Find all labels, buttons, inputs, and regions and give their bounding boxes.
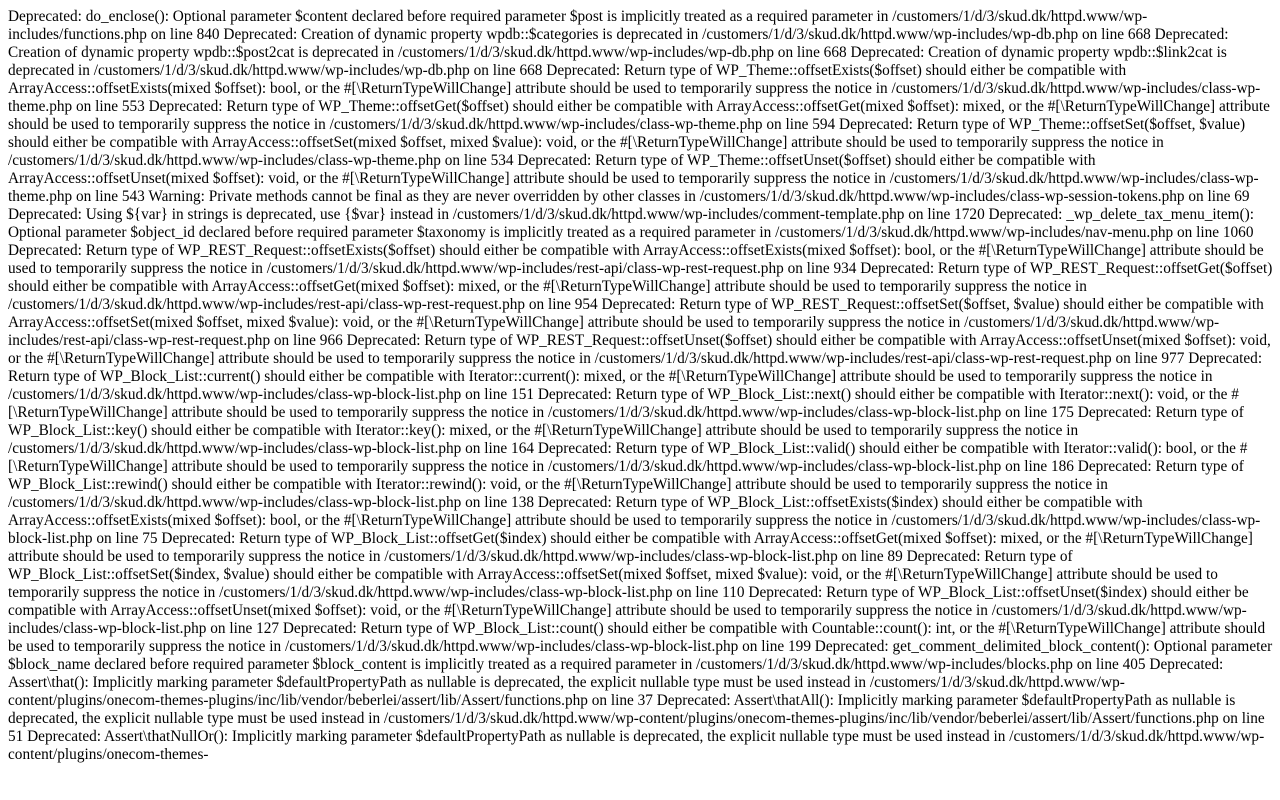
php-notice: Deprecated: Return type of WP_Block_List::next() should either be compatible with Iterator::next(): void, or the #[\ReturnTypeWillChange] attribute should be used to temporarily suppress the notice in /customers/1/d/3/skud.dk/httpd.www/wp-includes/class-wp-block-list.php on line 175 bbox=[8, 386, 1239, 421]
php-notice: Deprecated: Return type of WP_Block_List::count() should either be compatible with Countable::count(): int, or the #[\ReturnTypeWillChange] attribute should be used to temporarily suppress the notice in /customers/1/d/3/skud.dk/httpd.www/wp-includes/class-wp-block-list.php on line 199 bbox=[8, 620, 1266, 655]
php-notice: Deprecated: Return type of WP_Block_List::valid() should either be compatible with Iterator::valid(): bool, or the #[\ReturnTypeWillChange] attribute should be used to temporarily suppress the notice in /customers/1/d/3/skud.dk/httpd.www/wp-includes/class-wp-block-list.php on line 186 bbox=[8, 440, 1248, 475]
php-notice: Deprecated: Return type of WP_Block_List::key() should either be compatible with Iterator::key(): mixed, or the #[\ReturnTypeWillChange] attribute should be used to temporarily suppress the notice in /customers/1/d/3/skud.dk/httpd.www/wp-includes/class-wp-block-list.php on line 164 bbox=[8, 404, 1244, 457]
php-notice: Deprecated: Return type of WP_Block_List::current() should either be compatible with Iterator::current(): mixed, or the #[\ReturnTypeWillChange] attribute should be used to temporarily suppress the notice in /customers/1/d/3/skud.dk/httpd.www/wp-includes/class-wp-block-list.php on line 151 bbox=[8, 350, 1263, 403]
php-notice: Deprecated: Creation of dynamic property wpdb::$categories is deprecated in /customers/1/d/3/skud.dk/httpd.www/wp-includes/wp-db.php on line 668 bbox=[223, 26, 1155, 43]
php-notice: Deprecated: Return type of WP_REST_Request::offsetSet($offset, $value) should either be compatible with ArrayAccess::offsetSet(mixed $offset, mixed $value): void, or the #[\ReturnTypeWillChange] attribute should be used to temporarily suppress the notice in /customers/1/d/3/skud.dk/httpd.www/wp-includes/rest-api/class-wp-rest-request.php on line 966 bbox=[8, 296, 1264, 349]
php-notice: Deprecated: get_comment_delimited_block_content(): Optional parameter $block_name declared before required parameter $block_content is implicitly treated as a required parameter in /customers/1/d/3/skud.dk/httpd.www/wp-includes/blocks.php on line 405 bbox=[8, 638, 1273, 673]
php-notice: Deprecated: Return type of WP_Theme::offsetExists($offset) should either be compatible with ArrayAccess::offsetExists(mixed $offset): bool, or the #[\ReturnTypeWillChange] attribute should be used to temporarily suppress the notice in /customers/1/d/3/skud.dk/httpd.www/wp-includes/class-wp-theme.php on line 553 bbox=[8, 62, 1261, 115]
php-notice: Deprecated: _wp_delete_tax_menu_item(): Optional parameter $object_id declared before required parameter $taxonomy is implicitly treated as a required parameter in /customers/1/d/3/skud.dk/httpd.www/wp-includes/nav-menu.php on line 1060 bbox=[8, 206, 1255, 241]
php-notice: Deprecated: Return type of WP_Theme::offsetGet($offset) should either be compatible with ArrayAccess::offsetGet(mixed $offset): mixed, or the #[\ReturnTypeWillChange] attribute should be used to temporarily suppress the notice in /customers/1/d/3/skud.dk/httpd.www/wp-includes/class-wp-theme.php on line 594 bbox=[8, 98, 1270, 133]
php-notice: Deprecated: Assert\thatNullOr(): Implicitly marking parameter $defaultPropertyPath as nullable is deprecated, the explicit nullable type must be used instead in /customers/1/d/3/skud.dk/httpd.www/wp-content/plugins/onecom-themes- bbox=[8, 728, 1265, 763]
php-warning: Warning: Private methods cannot be final as they are never overridden by other classes in /customers/1/d/3/skud.dk/httpd.www/wp-includes/class-wp-session-tokens.php on line 69 bbox=[148, 188, 1250, 205]
php-notice: Deprecated: Return type of WP_Block_List::offsetGet($index) should either be compatible with ArrayAccess::offsetGet(mixed $offset): mixed, or the #[\ReturnTypeWillChange] attribute should be used to temporarily suppress the notice in /customers/1/d/3/skud.dk/httpd.www/wp-includes/class-wp-block-list.php on line 89 bbox=[8, 530, 1253, 565]
php-notice: Deprecated: Assert\that(): Implicitly marking parameter $defaultPropertyPath as nullable is deprecated, the explicit nullable type must be used instead in /customers/1/d/3/skud.dk/httpd.www/wp-content/plugins/onecom-themes-plugins/inc/lib/vendor/beberlei/assert/lib/Assert/functions.php on line 37 bbox=[8, 656, 1224, 709]
php-notice: Deprecated: Return type of WP_Block_List::offsetExists($index) should either be compatible with ArrayAccess::offsetExists(mixed $offset): bool, or the #[\ReturnTypeWillChange] attribute should be used to temporarily suppress the notice in /customers/1/d/3/skud.dk/httpd.www/wp-includes/class-wp-block-list.php on line 75 bbox=[8, 494, 1261, 547]
php-notice: Deprecated: Assert\thatAll(): Implicitly marking parameter $defaultPropertyPath as nullable is deprecated, the explicit nullable type must be used instead in /customers/1/d/3/skud.dk/httpd.www/wp-content/plugins/onecom-themes-plugins/inc/lib/vendor/beberlei/assert/lib/Assert/functions.php on line 51 bbox=[8, 692, 1265, 745]
php-notice: Deprecated: Return type of WP_Block_List::offsetSet($index, $value) should either be compatible with ArrayAccess::offsetSet(mixed $offset, mixed $value): void, or the #[\ReturnTypeWillChange] attribute should be used to temporarily suppress the notice in /customers/1/d/3/skud.dk/httpd.www/wp-includes/class-wp-block-list.php on line 110 bbox=[8, 548, 1218, 601]
php-notice: Deprecated: Return type of WP_REST_Request::offsetExists($offset) should either be compatible with ArrayAccess::offsetExists(mixed $offset): bool, or the #[\ReturnTypeWillChange] attribute should be used to temporarily suppress the notice in /customers/1/d/3/skud.dk/httpd.www/wp-includes/rest-api/class-wp-rest-request.php on line 934 bbox=[8, 242, 1264, 277]
php-notice: Deprecated: Creation of dynamic property wpdb::$post2cat is deprecated in /customers/1/d/3/skud.dk/httpd.www/wp-includes/wp-db.php on line 668 bbox=[8, 26, 1229, 61]
php-notice: Deprecated: Creation of dynamic property wpdb::$link2cat is deprecated in /customers/1/d/3/skud.dk/httpd.www/wp-includes/wp-db.php on line 668 bbox=[8, 44, 1227, 79]
php-notice: Deprecated: Return type of WP_Block_List::rewind() should either be compatible with Iterator::rewind(): void, or the #[\ReturnTypeWillChange] attribute should be used to temporarily suppress the notice in /customers/1/d/3/skud.dk/httpd.www/wp-includes/class-wp-block-list.php on line 138 bbox=[8, 458, 1244, 511]
php-notice: Deprecated: Return type of WP_REST_Request::offsetGet($offset) should either be compatible with ArrayAccess::offsetGet(mixed $offset): mixed, or the #[\ReturnTypeWillChange] attribute should be used to temporarily suppress the notice in /customers/1/d/3/skud.dk/httpd.www/wp-includes/rest-api/class-wp-rest-request.php on line 954 bbox=[8, 260, 1273, 313]
php-notice: Deprecated: Return type of WP_Theme::offsetSet($offset, $value) should either be compatible with ArrayAccess::offsetSet(mixed $offset, mixed $value): void, or the #[\ReturnTypeWillChange] attribute should be used to temporarily suppress the notice in /customers/1/d/3/skud.dk/httpd.www/wp-includes/class-wp-theme.php on line 534 bbox=[8, 116, 1246, 169]
php-notice: Deprecated: Return type of WP_Block_List::offsetUnset($index) should either be compatible with ArrayAccess::offsetUnset(mixed $offset): void, or the #[\ReturnTypeWillChange] attribute should be used to temporarily suppress the notice in /customers/1/d/3/skud.dk/httpd.www/wp-includes/class-wp-block-list.php on line 127 bbox=[8, 584, 1249, 637]
php-notice: Deprecated: Return type of WP_Theme::offsetUnset($offset) should either be compatible with ArrayAccess::offsetUnset(mixed $offset): void, or the #[\ReturnTypeWillChange] attribute should be used to temporarily suppress the notice in /customers/1/d/3/skud.dk/httpd.www/wp-includes/class-wp-theme.php on line 543 bbox=[8, 152, 1259, 205]
php-notice: Deprecated: do_enclose(): Optional parameter $content declared before required parameter $post is implicitly treated as a required parameter in /customers/1/d/3/skud.dk/httpd.www/wp-includes/functions.php on line 840 bbox=[8, 8, 1148, 43]
php-error-output bbox=[8, 8, 1274, 764]
php-notice: Deprecated: Using ${var} in strings is deprecated, use {$var} instead in /customers/1/d/3/skud.dk/httpd.www/wp-includes/comment-template.php on line 1720 bbox=[8, 206, 989, 223]
php-notice: Deprecated: Return type of WP_REST_Request::offsetUnset($offset) should either be compatible with ArrayAccess::offsetUnset(mixed $offset): void, or the #[\ReturnTypeWillChange] attribute should be used to temporarily suppress the notice in /customers/1/d/3/skud.dk/httpd.www/wp-includes/rest-api/class-wp-rest-request.php on line 977 bbox=[8, 332, 1271, 367]
